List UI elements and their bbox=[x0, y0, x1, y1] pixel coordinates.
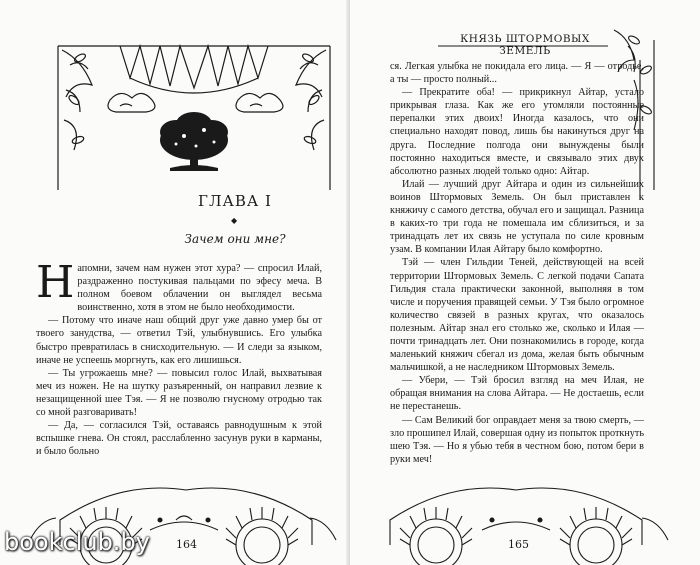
paragraph: Напомни, зачем нам нужен этот хура? — спросил Илай, раздраженно постукивая пальцами по эфесу меча. В полном боевом облачении он выглядел весьма воинственно, хотя в этом не было необходимости. bbox=[36, 257, 322, 314]
tree-icon bbox=[160, 112, 228, 171]
chapter-title: ГЛАВА I bbox=[198, 192, 272, 210]
diamond-divider-icon: ◆ bbox=[231, 216, 238, 225]
paragraph: — Потому что иначе наш общий друг уже давно умер бы от твоего занудства, — ответил Тэй, улыбнувшись. Его улыбка быстро превратилась в снисходительную. — И следи за языком, иначе не успеешь моргнуть, как его лишишься. bbox=[36, 315, 322, 366]
paragraph: — Да, — согласился Тэй, оставаясь равнодушным к этой вспышке гнева. Он стоял, расслабленно засунув руки в карманы, и было больно bbox=[36, 420, 322, 458]
paragraph: — Убери, — Тэй бросил взгляд на меч Илая, не обращая внимания на слова Айтара. — Не достаешь, если не перестанешь. bbox=[390, 375, 644, 413]
right-body-text bbox=[390, 60, 644, 466]
sun-rays bbox=[120, 46, 268, 88]
paragraph: — Ты угрожаешь мне? — повысил голос Илай, выхватывая меч из ножен. Не на шутку разъяренный, он направил лезвие к незащищенной шее Тэя. — Я не позволю гнусному отродью так со мной разговаривать! bbox=[36, 367, 322, 419]
page-number-left: 164 bbox=[176, 538, 197, 551]
left-body-text bbox=[36, 257, 322, 458]
paragraph: ся. Легкая улыбка не покидала его лица. — Я — отродье, а ты — просто полный... bbox=[390, 61, 644, 86]
drop-cap: Н bbox=[36, 257, 75, 308]
cloud-right bbox=[236, 93, 283, 112]
page-number-right: 165 bbox=[508, 538, 529, 551]
right-page bbox=[350, 0, 700, 565]
right-vine bbox=[296, 50, 326, 150]
chapter-subtitle: Зачем они мне? bbox=[184, 232, 286, 246]
left-vine bbox=[62, 50, 92, 150]
running-head: КНЯЗЬ ШТОРМОВЫХ ЗЕМЕЛЬ bbox=[460, 33, 590, 57]
paragraph: Илай — лучший друг Айтара и один из сильнейших воинов Штормовых Земель. Он был приставлен к княжичу с самого детства, обучал его и защищал. Разница в каких-то три года не помешала им сблизиться, и за тринадцать лет их связь не уступала по силе кровным узам. В компании Илая Айтару было комфортно. bbox=[390, 178, 644, 256]
paragraph: Тэй — член Гильдии Теней, действующей на всей территории Штормовых Земель. С легкой подачи Сапата Гильдия стала практически законной, выполняя в том числе и поручения правящей семьи. У Тэя было огромное количество связей в разных кругах, что оказалось полезным. Айтар знал его столько же, сколько и Илая — почти тринадцать лет. Они познакомились в городе, когда маленький княжич сбегал из дома, желая быть обычным мальчишкой, а не наследником Штормовых Земель. bbox=[390, 257, 644, 374]
watermark: bookclub.by bbox=[4, 528, 150, 556]
cloud-left bbox=[108, 93, 155, 112]
paragraph: — Сам Великий бог оправдает меня за твою смерть, — зло прошипел Илай, совершая одну из попыток проткнуть шею Тэя. — Но я убью тебя в честном бою, потом бери в руки меч! bbox=[390, 414, 644, 465]
paragraph: — Прекратите оба! — прикрикнул Айтар, устало прикрывая глаза. Как же его утомляли постоянные перепалки этих двоих! Иногда казалось, что они специально находят повод, лишь бы накинуться друг на друга. Последние полгода они вынуждены были постоянно находиться вместе, и связывало этих двух абсолютно разных людей только одно: Айтар. bbox=[390, 87, 644, 177]
